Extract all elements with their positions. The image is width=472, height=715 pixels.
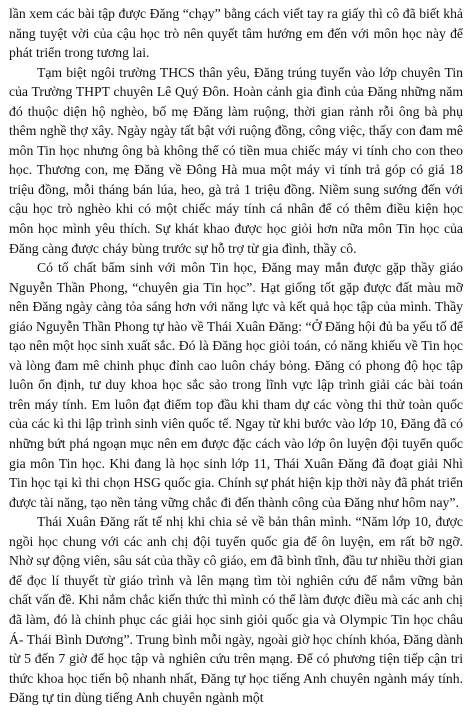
paragraph: Tạm biệt ngôi trường THCS thân yêu, Đăng trúng tuyển vào lớp chuyên Tin của Trường THPT chuyên Lê Quý Đôn. Hoàn cảnh gia đình của Đăng những năm đó thuộc diện hộ nghèo, bố mẹ Đăng làm ruộng, thời gian rảnh rỗi ông bà phụ thêm nghề thợ xây. Ngày ngày tất bật với ruộng đồng, công việc, thấy con đam mê môn Tin học nhưng ông bà không thể có tiền mua chiếc máy vi tính cho con theo học. Thương con, mẹ Đăng về Đông Hà mua một máy vi tính trả góp có giá 18 triệu đồng, mỗi tháng bán lúa, heo, gà trả 1 triệu đồng. Niềm sung sướng đến với cậu học trò nghèo khi có một chiếc máy tính cá nhân để có thêm điều kiện học môn học mình yêu thích. Sự khát khao được học giỏi hơn nữa môn Tin học của Đăng càng được cháy bùng trước sự hỗ trợ từ gia đình, thầy cô. xyxy=(9,64,463,256)
paragraph: Có tố chất bẩm sinh với môn Tin học, Đăng may mắn được gặp thầy giáo Nguyễn Thần Phong, “chuyên gia Tin học”. Hạt giống tốt gặp được đất màu mỡ nên Đăng ngày càng tỏa sáng hơn với năng lực và kết quả học tập của mình. Thầy giáo Nguyễn Thần Phong tự hào về Thái Xuân Đăng: “Ở Đăng hội đủ ba yếu tố để tạo nên một học sinh xuất sắc. Đó là Đăng học giỏi toán, có năng khiếu về Tin học và lòng đam mê chinh phục đỉnh cao luôn cháy bỏng. Đăng có phong độ học tập luôn ổn định, tư duy khoa học sắc sảo trong lĩnh vực lập trình giải các bài toán trên máy tính. Em luôn đạt điểm top đầu khi tham dự các vòng thi thử toàn quốc của các kì thi lập trình sinh viên quốc tế. Ngay từ khi bước vào lớp 10, Đăng đã có những bứt phá ngoạn mục nên em được đặc cách vào lớp ôn luyện đội tuyển quốc gia môn Tin học. Khi đang là học sinh lớp 11, Thái Xuân Đăng đã đoạt giải Nhì Tin học tại kì thi chọn HSG quốc gia. Chính sự phát hiện kịp thời này đã phát triển được tài năng, tạo nền tảng vững chắc đi đến thành công của Đăng như hôm nay”. xyxy=(9,260,463,510)
paragraph: Thái Xuân Đăng rất tế nhị khi chia sẻ về bản thân mình. “Năm lớp 10, được ngồi học chung với các anh chị đội tuyển quốc gia để ôn luyện, em rất bỡ ngỡ. Nhờ sự động viên, sâu sát của thầy cô giáo, em đã bình tĩnh, đầu tư nhiều thời gian để đọc lí thuyết từ giáo trình và lên mạng tìm tòi nghiên cứu để nắm vững bản chất vấn đề. Khi nắm chắc kiến thức thì mình có thể làm được điều mà các anh chị đã làm, đó là chinh phục các giải học sinh giỏi quốc gia và Olympic Tin học châu Á- Thái Bình Dương”. Trung bình mỗi ngày, ngoài giờ học chính khóa, Đăng dành từ 5 đến 7 giờ để học tập và nghiên cứu trên mạng. Để có phương tiện tiếp cận tri thức khoa học tiến bộ nhanh nhất, Đăng tự học tiếng Anh chuyên ngành máy tính. Đăng tự tin dùng tiếng Anh chuyên ngành một xyxy=(9,514,463,706)
paragraph-continued: lần xem các bài tập được Đăng “chạy” bằng cách viết tay ra giấy thì cô đã biết khả năng tuyệt vời của cậu học trò nên quyết tâm hướng em đến với môn học này để phát triển trong tương lai. xyxy=(9,6,463,61)
